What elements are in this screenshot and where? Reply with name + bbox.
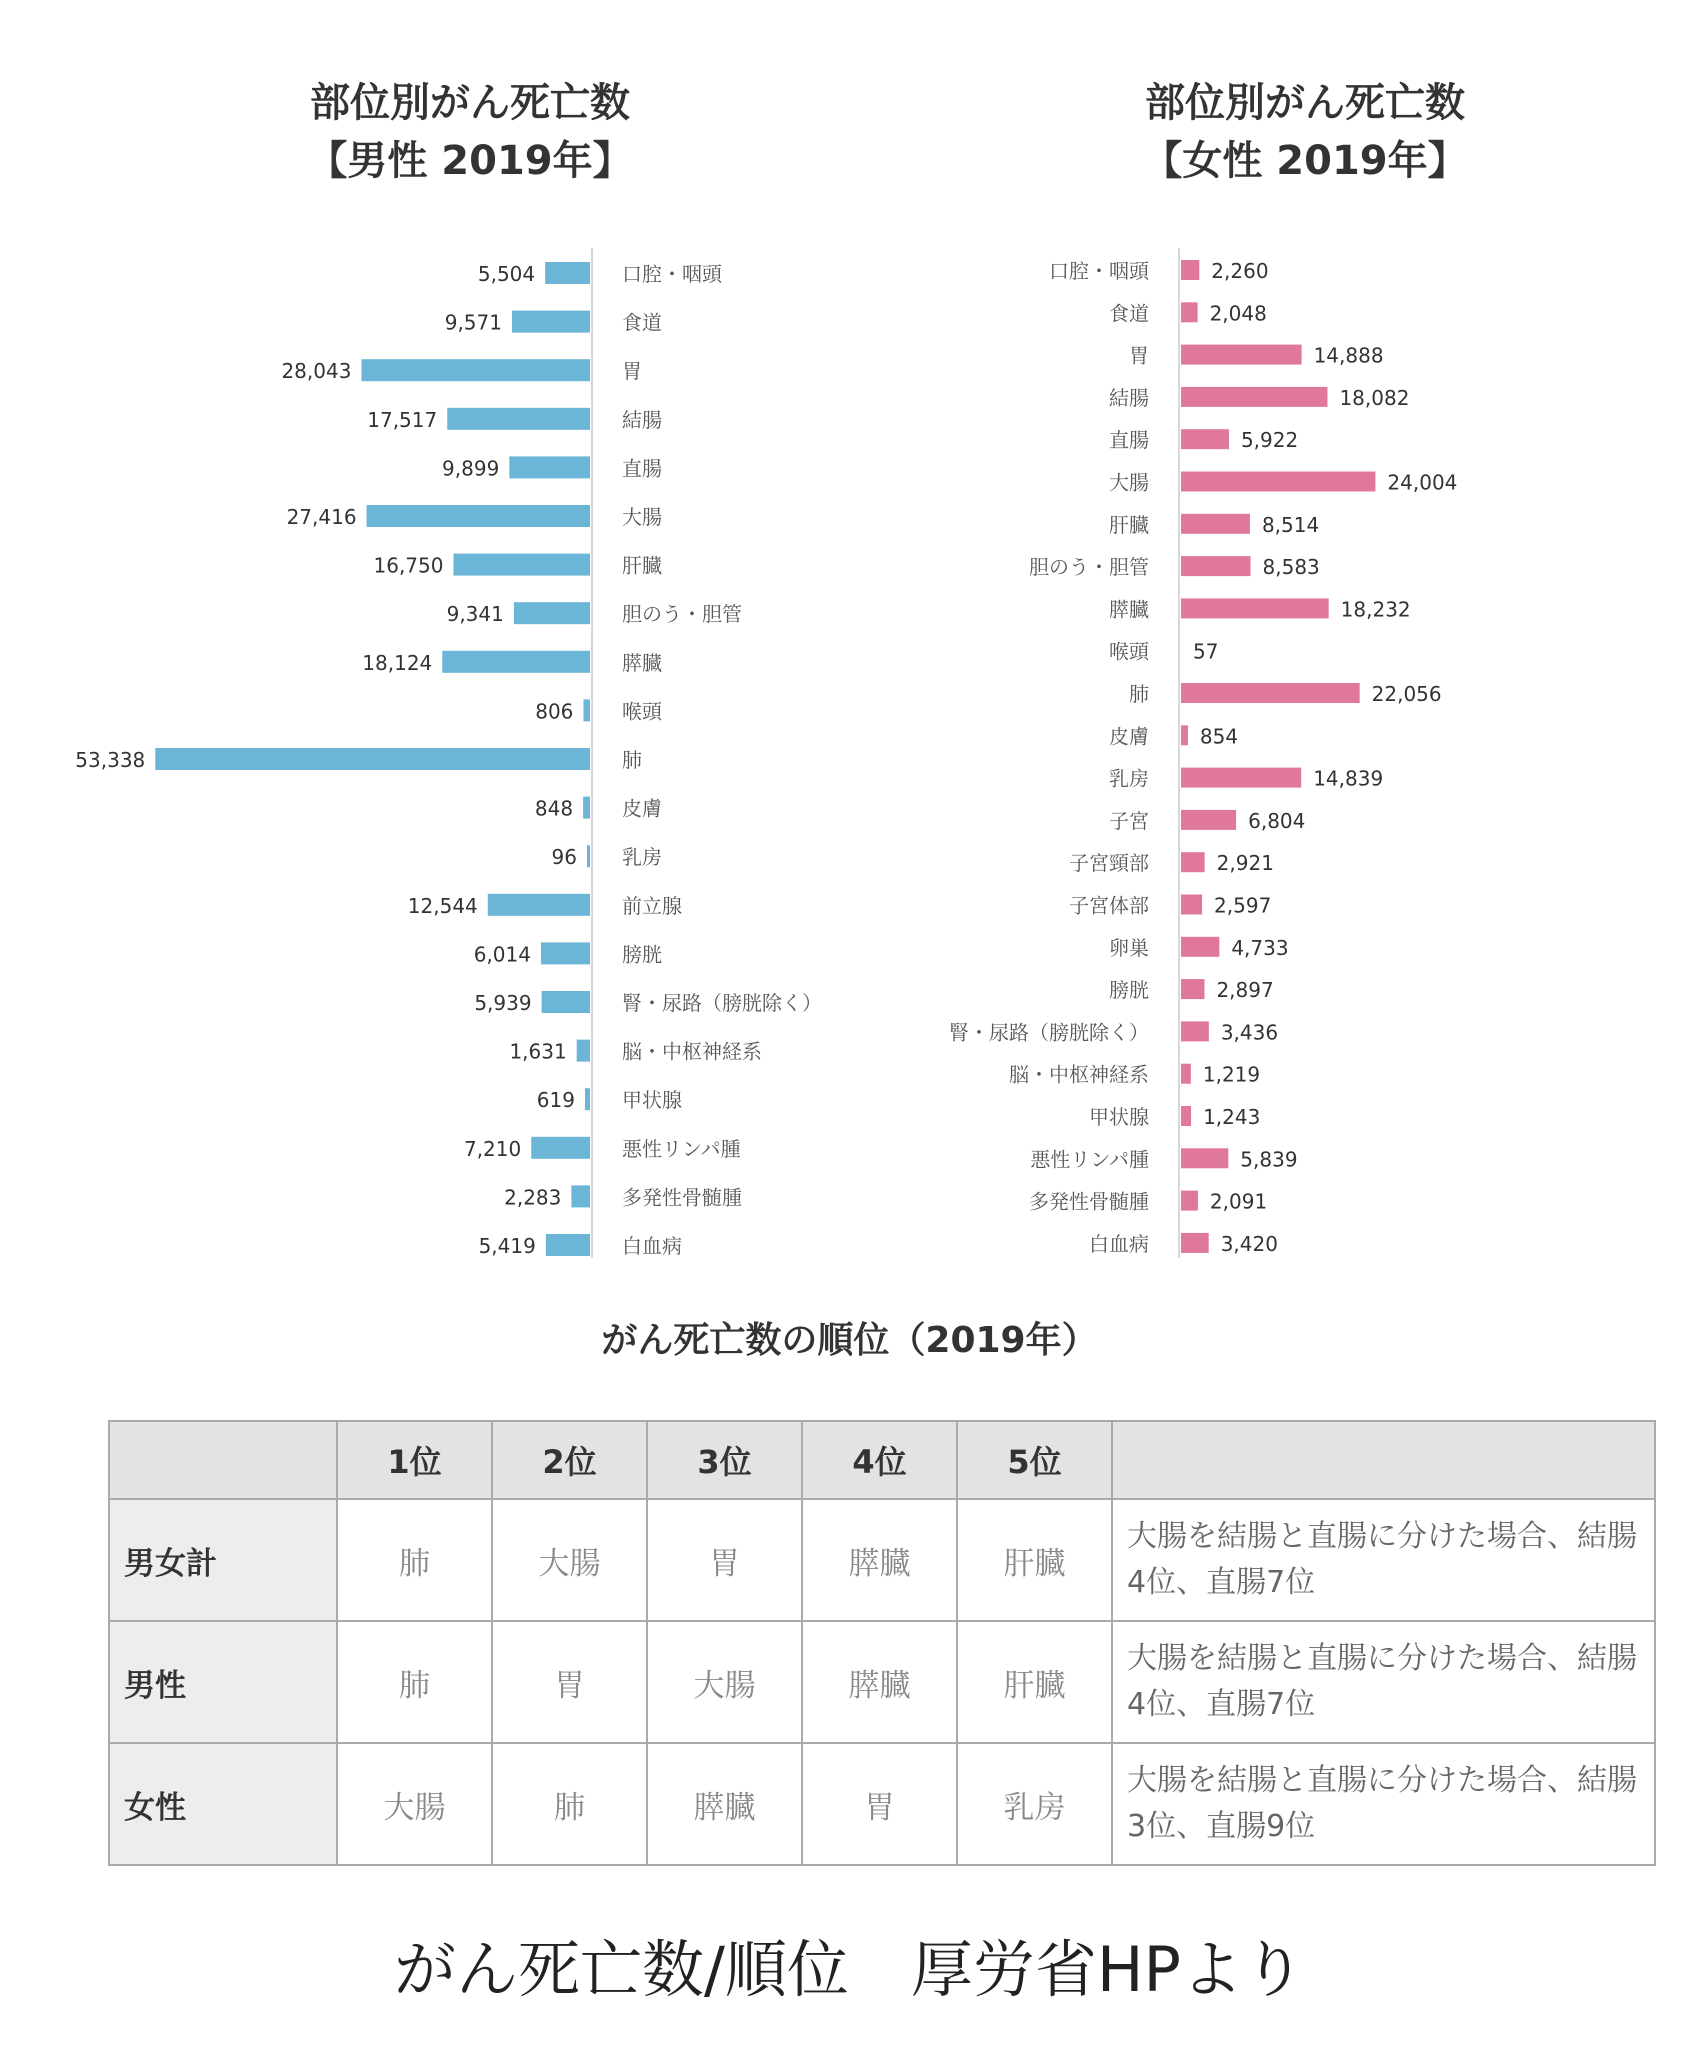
rank-cell: 大腸: [647, 1621, 802, 1743]
female-bar: [1181, 556, 1251, 576]
rank-cell: 肺: [492, 1743, 647, 1865]
male-category-label: 喉頭: [622, 699, 662, 724]
male-bar-chart: [0, 240, 900, 1270]
female-bar: [1181, 1191, 1198, 1211]
female-chart-title: [1025, 74, 1585, 190]
rank-cell: 膵臓: [802, 1621, 957, 1743]
female-value-label: 2,921: [1216, 851, 1274, 876]
male-chart-title-line1: 部位別がん死亡数: [310, 80, 630, 126]
male-bar: [585, 1088, 590, 1110]
male-category-label: 直腸: [622, 456, 662, 481]
female-value-label: 2,091: [1209, 1189, 1268, 1214]
male-chart-title-line2: 【男性 2019年】: [307, 138, 633, 184]
female-category-label: 卵巣: [1109, 935, 1149, 960]
male-category-label: 肺: [622, 748, 642, 772]
source-caption: がん死亡数/順位 厚労省HPより: [394, 1933, 1305, 2006]
female-category-label: 肺: [1129, 682, 1149, 706]
male-bar: [442, 651, 590, 673]
note-cell: 大腸を結腸と直腸に分けた場合、結腸4位、直腸7位: [1112, 1499, 1655, 1621]
female-bar: [1181, 387, 1327, 407]
female-bar: [1181, 1021, 1209, 1041]
female-value-label: 2,048: [1209, 301, 1267, 326]
male-chart-title: [190, 74, 750, 190]
female-bar: [1181, 979, 1204, 999]
rank-table-header-row: [109, 1421, 1655, 1499]
female-bar: [1181, 810, 1236, 830]
male-value-label: 5,939: [474, 991, 532, 1015]
female-bar: [1181, 1233, 1209, 1253]
row-label: 女性: [109, 1743, 337, 1865]
male-value-label: 27,416: [286, 505, 357, 529]
header-cell-rank1: 1位: [337, 1421, 492, 1499]
female-value-label: 8,583: [1262, 555, 1320, 580]
female-category-label: 甲状腺: [1089, 1105, 1149, 1129]
female-category-label: 口腔・咽頭: [1049, 259, 1149, 283]
male-value-label: 28,043: [281, 359, 352, 384]
rank-cell: 肺: [337, 1621, 492, 1743]
male-value-label: 9,899: [442, 456, 500, 481]
male-category-label: 乳房: [622, 845, 662, 870]
table-row: [109, 1499, 1655, 1621]
rank-cell: 肝臓: [957, 1499, 1112, 1621]
male-value-label: 53,338: [75, 748, 146, 772]
male-value-label: 9,341: [446, 602, 504, 627]
header-cell-rank2: 2位: [492, 1421, 647, 1499]
female-chart-title-line2: 【女性 2019年】: [1142, 138, 1468, 184]
female-category-label: 膀胱: [1109, 978, 1149, 1003]
male-bar: [541, 942, 590, 964]
male-bar: [512, 311, 590, 333]
male-bar: [361, 359, 590, 381]
rank-table: [108, 1420, 1656, 1866]
male-bar: [583, 699, 590, 721]
female-category-label: 直腸: [1109, 428, 1149, 453]
rank-cell: 乳房: [957, 1743, 1112, 1865]
female-value-label: 6,804: [1248, 808, 1306, 833]
male-value-label: 5,504: [477, 262, 536, 286]
female-category-label: 白血病: [1089, 1231, 1149, 1256]
female-value-label: 57: [1193, 639, 1219, 664]
rank-table-title: がん死亡数の順位（2019年）: [601, 1320, 1098, 1361]
male-category-label: 甲状腺: [622, 1088, 682, 1113]
male-bar: [545, 262, 590, 284]
female-bar: [1181, 768, 1301, 788]
female-category-label: 多発性骨髄腫: [1029, 1189, 1149, 1214]
female-value-label: 2,897: [1216, 978, 1274, 1003]
male-category-label: 食道: [622, 310, 662, 335]
header-cell-rank4: 4位: [802, 1421, 957, 1499]
female-bar: [1181, 472, 1375, 492]
male-value-label: 806: [535, 699, 574, 724]
male-category-label: 肝臓: [622, 553, 662, 578]
male-value-label: 16,750: [373, 553, 444, 578]
female-category-label: 食道: [1109, 301, 1149, 326]
female-category-label: 脳・中枢神経系: [1009, 1062, 1149, 1087]
header-cell-rank5: 5位: [957, 1421, 1112, 1499]
female-category-label: 悪性リンパ腫: [1030, 1147, 1149, 1172]
female-value-label: 4,733: [1231, 935, 1289, 960]
male-value-label: 5,419: [478, 1234, 536, 1258]
female-value-label: 18,232: [1340, 597, 1411, 622]
male-bar: [488, 894, 590, 916]
female-bar: [1181, 895, 1202, 915]
female-value-label: 3,436: [1220, 1020, 1279, 1045]
female-bar: [1181, 1106, 1191, 1126]
male-value-label: 17,517: [367, 407, 438, 432]
male-category-label: 前立腺: [622, 893, 682, 918]
male-value-label: 2,283: [504, 1185, 562, 1210]
male-category-label: 腎・尿路（膀胱除く）: [622, 991, 822, 1015]
female-bar: [1181, 302, 1198, 322]
male-bar: [571, 1185, 590, 1207]
female-bar: [1181, 937, 1219, 957]
rank-cell: 胃: [492, 1621, 647, 1743]
female-value-label: 1,219: [1202, 1062, 1261, 1087]
female-category-label: 腎・尿路（膀胱除く）: [949, 1020, 1149, 1045]
header-cell-note: [1112, 1421, 1655, 1499]
female-value-label: 5,922: [1240, 428, 1299, 453]
female-bar: [1181, 1148, 1228, 1168]
female-value-label: 22,056: [1371, 682, 1442, 706]
female-category-label: 子宮: [1109, 808, 1149, 833]
female-bar: [1181, 429, 1229, 449]
male-bar: [453, 554, 590, 576]
female-bar: [1181, 725, 1188, 745]
male-bar: [577, 1040, 590, 1062]
female-category-label: 胆のう・胆管: [1029, 555, 1149, 580]
header-cell-rank3: 3位: [647, 1421, 802, 1499]
female-bar: [1181, 514, 1250, 534]
female-value-label: 18,082: [1339, 385, 1410, 410]
rank-cell: 胃: [802, 1743, 957, 1865]
female-bar: [1181, 1064, 1191, 1084]
male-bar: [155, 748, 590, 770]
male-bar: [546, 1234, 590, 1256]
female-bar: [1181, 598, 1329, 618]
female-bar-chart: [899, 240, 1699, 1270]
rank-cell: 肝臓: [957, 1621, 1112, 1743]
female-bar: [1181, 852, 1205, 872]
male-value-label: 848: [534, 796, 574, 821]
male-category-label: 結腸: [622, 407, 662, 432]
rank-cell: 肺: [337, 1499, 492, 1621]
male-value-label: 9,571: [444, 310, 502, 335]
male-category-label: 皮膚: [622, 796, 662, 821]
female-category-label: 膵臓: [1109, 597, 1149, 622]
male-value-label: 619: [536, 1088, 575, 1113]
male-value-label: 96: [551, 845, 577, 870]
male-category-label: 膵臓: [622, 650, 662, 675]
female-bar: [1181, 260, 1199, 280]
male-category-label: 多発性骨髄腫: [622, 1185, 742, 1210]
rank-cell: 膵臓: [647, 1743, 802, 1865]
male-bar: [587, 845, 590, 867]
male-category-label: 白血病: [622, 1234, 682, 1258]
female-value-label: 5,839: [1240, 1147, 1298, 1172]
male-category-label: 大腸: [622, 505, 662, 529]
rank-cell: 大腸: [492, 1499, 647, 1621]
male-bar: [447, 408, 590, 430]
rank-cell: 膵臓: [802, 1499, 957, 1621]
table-row: [109, 1743, 1655, 1865]
female-category-label: 喉頭: [1109, 639, 1149, 664]
row-label: 男女計: [109, 1499, 337, 1621]
table-row: [109, 1621, 1655, 1743]
female-value-label: 3,420: [1220, 1231, 1278, 1256]
female-category-label: 子宮体部: [1069, 893, 1149, 918]
row-label: 男性: [109, 1621, 337, 1743]
male-value-label: 1,631: [509, 1039, 567, 1064]
female-value-label: 2,260: [1211, 259, 1269, 283]
male-bar: [542, 991, 590, 1013]
male-bar: [514, 602, 590, 624]
male-value-label: 6,014: [473, 942, 531, 967]
male-bar: [583, 797, 590, 819]
rank-cell: 大腸: [337, 1743, 492, 1865]
female-value-label: 14,888: [1313, 343, 1384, 368]
female-category-label: 皮膚: [1109, 724, 1149, 749]
male-value-label: 12,544: [407, 893, 478, 918]
female-chart-title-line1: 部位別がん死亡数: [1145, 80, 1465, 126]
note-cell: 大腸を結腸と直腸に分けた場合、結腸4位、直腸7位: [1112, 1621, 1655, 1743]
male-category-label: 胃: [622, 359, 642, 384]
male-category-label: 胆のう・胆管: [622, 602, 742, 627]
header-cell-blank: [109, 1421, 337, 1499]
female-value-label: 854: [1199, 724, 1239, 749]
female-value-label: 24,004: [1387, 470, 1458, 495]
note-cell: 大腸を結腸と直腸に分けた場合、結腸3位、直腸9位: [1112, 1743, 1655, 1865]
female-value-label: 8,514: [1261, 512, 1320, 537]
male-bar: [531, 1137, 590, 1159]
male-category-label: 悪性リンパ腫: [622, 1136, 741, 1161]
female-bar: [1181, 683, 1360, 703]
female-category-label: 子宮頸部: [1069, 851, 1149, 876]
female-category-label: 大腸: [1109, 470, 1149, 495]
male-category-label: 膀胱: [622, 942, 662, 967]
female-category-label: 胃: [1129, 343, 1149, 368]
male-value-label: 7,210: [463, 1136, 522, 1161]
male-category-label: 脳・中枢神経系: [622, 1039, 762, 1064]
male-bar: [367, 505, 590, 527]
female-value-label: 2,597: [1214, 893, 1272, 918]
female-bar: [1181, 345, 1302, 365]
female-category-label: 結腸: [1109, 385, 1149, 410]
male-value-label: 18,124: [362, 650, 433, 675]
female-category-label: 肝臓: [1109, 512, 1149, 537]
female-category-label: 乳房: [1109, 766, 1149, 791]
rank-cell: 胃: [647, 1499, 802, 1621]
female-value-label: 14,839: [1313, 766, 1384, 791]
male-bar: [509, 456, 590, 478]
male-category-label: 口腔・咽頭: [622, 262, 722, 286]
female-value-label: 1,243: [1203, 1105, 1261, 1129]
